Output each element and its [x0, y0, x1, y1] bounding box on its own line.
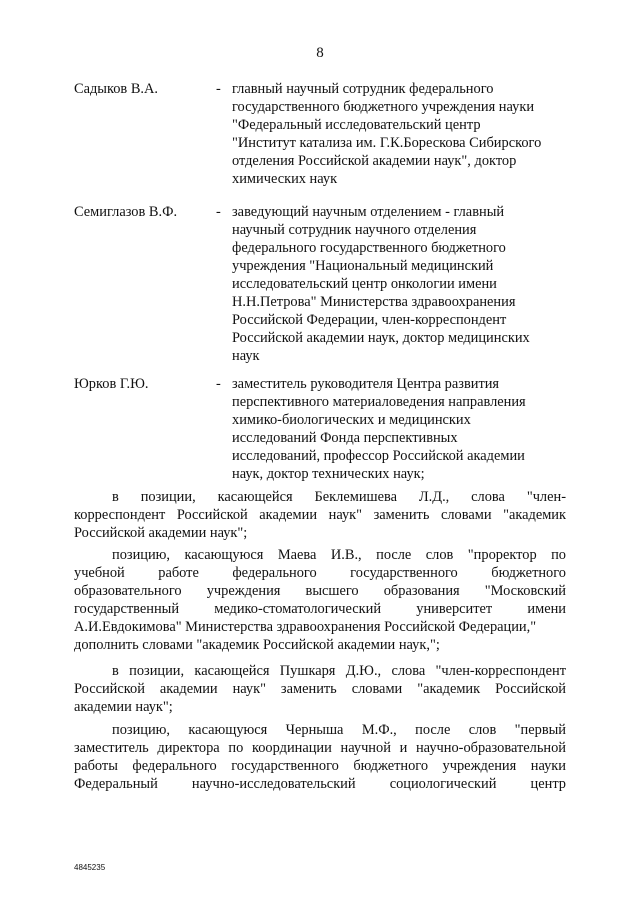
paragraph-line: заместитель директора по координации научной и научно-образовательной [74, 740, 566, 756]
description-line: заведующий научным отделением - главный [232, 204, 505, 220]
page-number: 8 [316, 45, 324, 61]
paragraph-line: государственный медико-стоматологический университет имени [74, 601, 566, 617]
amendment-paragraph [74, 546, 566, 654]
description-line: федерального государственного бюджетного [232, 240, 506, 256]
paragraph-line: дополнить словами "академик Российской академии наук,"; [74, 637, 440, 653]
paragraph-line: А.И.Евдокимова" Министерства здравоохранения Российской Федерации," [74, 619, 537, 635]
paragraph-line: академии наук"; [74, 699, 173, 715]
member-description [232, 375, 566, 483]
paragraph-line: образовательного учреждения высшего образования "Московский [74, 583, 566, 599]
paragraph-line: в позиции, касающейся Пушкаря Д.Ю., слова "член-корреспондент [112, 663, 566, 679]
member-name: Садыков В.А. [74, 81, 159, 97]
description-line: государственного бюджетного учреждения науки [232, 99, 535, 115]
description-line: химических наук [232, 171, 338, 187]
description-line: перспективного материаловедения направления [232, 394, 526, 410]
description-line: наук, доктор технических наук; [232, 466, 425, 482]
description-line: "Федеральный исследовательский центр [232, 117, 481, 133]
description-line: научный сотрудник научного отделения [232, 222, 477, 238]
paragraph-line: работы федерального государственного бюджетного учреждения науки [74, 758, 566, 774]
description-line: отделения Российской академии наук", доктор [232, 153, 517, 169]
member-entry [74, 203, 566, 365]
member-description [232, 80, 566, 188]
description-line: исследований Фонда перспективных [232, 430, 458, 446]
description-line: учреждения "Национальный медицинский [232, 258, 494, 274]
entry-dash: - [216, 204, 221, 220]
description-line: Российской академии наук, доктор медицинских [232, 330, 530, 346]
member-name: Семиглазов В.Ф. [74, 204, 178, 220]
description-line: наук [232, 348, 260, 364]
member-entry [74, 80, 566, 188]
description-line: Н.Н.Петрова" Министерства здравоохранения [232, 294, 516, 310]
amendment-paragraph [74, 721, 566, 793]
paragraph-line: Российской академии наук"; [74, 525, 248, 541]
paragraph-line: Российской академии наук" заменить словами "академик Российской [74, 681, 566, 697]
entry-dash: - [216, 81, 221, 97]
description-line: "Институт катализа им. Г.К.Борескова Сибирского [232, 135, 542, 151]
document-code: 4845235 [74, 863, 106, 872]
description-line: Российской Федерации, член-корреспондент [232, 312, 507, 328]
description-line: главный научный сотрудник федерального [232, 81, 494, 97]
paragraph-line: позицию, касающуюся Маева И.В., после слов "проректор по [112, 547, 566, 563]
description-line: заместитель руководителя Центра развития [232, 376, 500, 392]
description-line: химико-биологических и медицинских [232, 412, 471, 428]
member-description [232, 203, 566, 365]
amendment-paragraph [74, 488, 566, 542]
amendment-paragraph [74, 662, 566, 716]
paragraph-line: корреспондент Российской академии наук" заменить словами "академик [74, 507, 566, 523]
entry-dash: - [216, 376, 221, 392]
paragraph-line: Федеральный научно-исследовательский социологический центр [74, 776, 566, 792]
member-entry [74, 375, 566, 483]
paragraph-line: учебной работе федерального государственного бюджетного [74, 565, 566, 581]
description-line: исследовательский центр онкологии имени [232, 276, 497, 292]
member-name: Юрков Г.Ю. [74, 376, 149, 392]
paragraph-line: позицию, касающуюся Черныша М.Ф., после слов "первый [112, 722, 566, 738]
paragraph-line: в позиции, касающейся Беклемишева Л.Д., слова "член- [112, 489, 566, 505]
description-line: исследований, профессор Российской академии [232, 448, 525, 464]
